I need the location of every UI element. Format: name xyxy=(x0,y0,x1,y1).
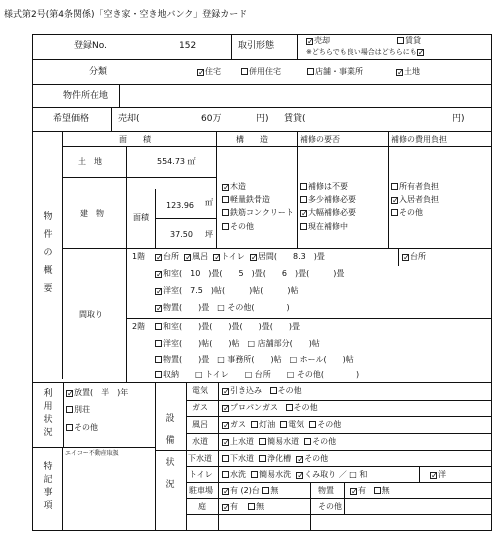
option-label: 上水道 xyxy=(230,437,254,446)
gas-options xyxy=(222,404,318,412)
checkbox-icon[interactable] xyxy=(309,421,316,428)
checkbox-icon xyxy=(396,69,403,76)
f1-daidokoro-2[interactable] xyxy=(402,253,426,261)
kozo-label: 軽量鉄骨造 xyxy=(230,195,270,204)
checkbox-icon[interactable] xyxy=(184,254,191,261)
side-char: 状 xyxy=(165,458,175,468)
denki-label: 電気 xyxy=(192,386,208,395)
tochi-label: 土 地 xyxy=(78,157,102,166)
checkbox-icon[interactable] xyxy=(222,422,229,429)
hoshu-label: 大幅補修必要 xyxy=(308,208,356,217)
option-label: 無 xyxy=(381,486,390,495)
menseki-label: 面積 xyxy=(133,213,149,222)
option-label: その他 xyxy=(293,403,318,412)
torihiki-baikyaku-label: 売却 xyxy=(314,36,330,45)
hoshu-label: 補修は不要 xyxy=(308,182,348,191)
kozo-label: 木造 xyxy=(230,182,246,191)
checkbox-icon xyxy=(300,183,307,190)
f1-furo: 風呂 xyxy=(192,252,209,261)
side-riyo xyxy=(42,388,54,440)
furo-label: 風呂 xyxy=(192,420,208,429)
side-char: 況 xyxy=(165,480,175,490)
baikyaku-label: 売却( xyxy=(118,114,140,124)
f1-monooki-text: 物置( )畳 □ その他( ) xyxy=(163,303,290,312)
f2-yoshitsu-text: 洋室( )帖( )帖 □ 店舗部分( )帖 xyxy=(163,339,320,348)
hiyo-label: その他 xyxy=(399,208,423,217)
torihiki-note xyxy=(306,49,425,56)
side-char: の xyxy=(43,248,53,258)
side-char: 状 xyxy=(43,415,53,425)
gas-label: ガス xyxy=(192,403,208,412)
f1-yoshitsu-text: 洋室( 7.5 )帖( )帖( )帖 xyxy=(163,286,299,295)
option-label: 無 xyxy=(256,502,265,511)
f1-toilet: トイレ xyxy=(221,252,245,261)
checkbox-icon xyxy=(300,223,307,230)
option-label: 有 xyxy=(230,502,238,511)
monooki-options xyxy=(350,487,390,495)
toilet-options xyxy=(222,471,367,479)
checkbox-icon xyxy=(402,254,409,261)
toilet-wa: ／ □ 和 xyxy=(338,470,368,479)
reg-no-value: 152 xyxy=(179,41,197,51)
hoshu-label: 現在補修中 xyxy=(308,222,348,231)
checkbox-icon[interactable] xyxy=(222,504,229,511)
hoshu-ohaba[interactable] xyxy=(300,209,356,217)
bunrui-tochi-label: 土地 xyxy=(404,67,420,76)
reg-no-label: 登録No. xyxy=(74,41,107,51)
checkbox-icon[interactable] xyxy=(222,488,229,495)
option-label: 浄化槽 xyxy=(267,454,292,463)
chintai-yen: 円) xyxy=(452,114,465,124)
checkbox-icon[interactable] xyxy=(222,405,229,412)
toilet-yo-label: 洋 xyxy=(438,470,446,479)
niwa-label: 庭 xyxy=(198,502,206,511)
checkbox-icon xyxy=(155,271,162,278)
riyo-sonota-label: その他 xyxy=(74,423,98,432)
f2-washitsu-text: 和室( )畳( )畳( )畳( )畳 xyxy=(163,322,300,331)
side-char: 況 xyxy=(43,428,53,438)
checkbox-icon[interactable] xyxy=(374,487,381,494)
option-label: 水洗 xyxy=(230,470,246,479)
hoshu-genzai[interactable] xyxy=(300,223,348,231)
checkbox-icon[interactable] xyxy=(222,388,229,395)
checkbox-icon xyxy=(66,406,73,413)
gesui-options xyxy=(222,455,328,463)
side-char: 用 xyxy=(43,402,53,412)
riyo-hochi[interactable] xyxy=(66,389,128,397)
f1-monooki[interactable] xyxy=(155,304,290,312)
tatemono-tsubo: 37.50 xyxy=(170,230,193,239)
checkbox-icon xyxy=(397,37,404,44)
denki-options xyxy=(222,387,302,395)
col-menseki: 面 積 xyxy=(119,135,151,144)
side-bukken xyxy=(42,208,54,298)
checkbox-icon xyxy=(155,356,162,363)
option-label: 有 (2)台 xyxy=(230,486,260,495)
option-label: 電気 xyxy=(288,420,305,429)
madori-label: 間取り xyxy=(79,310,103,319)
checkbox-icon[interactable] xyxy=(262,487,269,494)
col-hoshu: 補修の要否 xyxy=(300,135,340,144)
torihiki-label: 取引形態 xyxy=(238,41,275,51)
tochi-value: 554.73 ㎡ xyxy=(157,157,196,166)
torihiki-note-text: ※どちらでも良い場合はどちらにも xyxy=(306,48,417,56)
option-label: その他 xyxy=(312,437,337,446)
kakaku-label: 希望価格 xyxy=(53,114,90,124)
option-label: 無 xyxy=(270,486,279,495)
checkbox-icon[interactable] xyxy=(251,421,258,428)
checkbox-icon xyxy=(155,371,162,378)
option-label: 引き込み xyxy=(230,386,262,395)
checkbox-icon xyxy=(391,209,398,216)
kozo-rc[interactable] xyxy=(222,209,294,217)
side-char: 事 xyxy=(43,488,53,498)
f1-ima: 居間 xyxy=(257,252,274,261)
checkbox-icon[interactable] xyxy=(222,471,229,478)
checkbox-icon xyxy=(197,69,204,76)
checkbox-icon xyxy=(300,210,307,217)
bunrui-label: 分類 xyxy=(89,67,108,77)
f2-other-text: 収納 □ トイレ □ 台所 □ その他( ) xyxy=(163,370,360,379)
checkbox-icon xyxy=(222,184,229,191)
checkbox-icon xyxy=(66,390,73,397)
bunrui-tenpo[interactable] xyxy=(307,68,363,76)
side-char: 件 xyxy=(43,230,53,240)
riyo-bessou[interactable] xyxy=(66,406,90,414)
checkbox-icon[interactable] xyxy=(248,503,255,510)
f1-label: 1階 xyxy=(132,252,146,261)
hoshu-tasho[interactable] xyxy=(300,196,356,204)
f2-yoshitsu[interactable] xyxy=(155,340,320,348)
shozai-label: 物件所在地 xyxy=(63,91,109,101)
hiyo-nyukyosha[interactable] xyxy=(391,196,439,204)
side-char: 記 xyxy=(43,475,53,485)
checkbox-icon[interactable] xyxy=(270,387,277,394)
option-label: くみ取り xyxy=(304,470,337,479)
side-char: 特 xyxy=(43,462,53,472)
f2-other[interactable] xyxy=(155,371,359,379)
kozo-mokuzo[interactable] xyxy=(222,183,246,191)
bunrui-jutaku-label: 住宅 xyxy=(205,67,221,76)
checkbox-icon xyxy=(155,323,162,330)
kozo-sonota[interactable] xyxy=(222,223,254,231)
tatemono-tsubo-unit: 坪 xyxy=(205,230,213,239)
option-label: その他 xyxy=(317,420,342,429)
option-label: プロパンガス xyxy=(230,403,278,412)
checkbox-icon xyxy=(155,288,162,295)
side-char: 利 xyxy=(43,389,53,399)
riyo-sonota[interactable] xyxy=(66,424,98,432)
option-label: 下水道 xyxy=(230,454,254,463)
checkbox-icon[interactable] xyxy=(259,438,266,445)
option-label: 簡易水道 xyxy=(267,437,300,446)
option-label: 簡易水洗 xyxy=(259,470,292,479)
f1-daidokoro2-label: 台所 xyxy=(410,252,426,261)
checkbox-icon[interactable] xyxy=(296,472,303,479)
toilet-label: トイレ xyxy=(189,470,213,479)
checkbox-icon xyxy=(300,196,307,203)
checkbox-icon xyxy=(307,68,314,75)
hiyo-label: 入居者負担 xyxy=(399,195,439,204)
f1-row1 xyxy=(155,253,325,261)
bunrui-heiyo[interactable] xyxy=(241,68,281,76)
col-kozo: 構 造 xyxy=(236,135,268,144)
option-label: その他 xyxy=(277,386,302,395)
shozai-value[interactable] xyxy=(120,86,490,106)
checkbox-icon[interactable] xyxy=(417,49,424,56)
tatemono-label: 建 物 xyxy=(80,209,104,218)
suido-label: 水道 xyxy=(192,437,208,446)
col-hiyo: 補修の費用負担 xyxy=(391,135,447,144)
f2-washitsu[interactable] xyxy=(155,323,300,331)
checkbox-icon xyxy=(306,38,313,45)
side-tokki xyxy=(42,461,54,513)
checkbox-icon[interactable] xyxy=(259,455,266,462)
gesui-label: 下水道 xyxy=(188,454,212,463)
checkbox-icon[interactable] xyxy=(286,404,293,411)
tatemono-m2: 123.96 xyxy=(166,201,194,210)
option-label: その他 xyxy=(304,454,329,463)
checkbox-icon[interactable] xyxy=(222,439,229,446)
suido-options xyxy=(222,438,336,446)
hoshu-fuyo[interactable] xyxy=(300,183,348,191)
chusha-label: 駐車場 xyxy=(189,486,213,495)
f1-ima-value: ( 8.3 )畳 xyxy=(273,252,325,261)
kozo-label: 鉄筋コンクリート xyxy=(230,208,294,217)
option-label: 灯油 xyxy=(259,420,276,429)
checkbox-icon[interactable] xyxy=(155,254,162,261)
checkbox-icon xyxy=(155,305,162,312)
checkbox-icon[interactable] xyxy=(250,254,257,261)
checkbox-icon xyxy=(222,209,229,216)
side-char: 備 xyxy=(165,436,175,446)
baikyaku-value: 60万 xyxy=(201,114,222,124)
form-title: 様式第2号(第4条関係)「空き家・空き地バンク」登録カード xyxy=(4,10,248,20)
furo-options xyxy=(222,421,341,429)
bunrui-tenpo-label: 店舗・事業所 xyxy=(315,67,363,76)
chusha-options xyxy=(222,487,278,495)
side-char: 要 xyxy=(43,284,53,294)
f1-washitsu-text: 和室( 10 )畳( 5 )畳( 6 )畳( )畳 xyxy=(163,269,345,278)
hiyo-shoyusha[interactable] xyxy=(391,183,439,191)
niwa-options xyxy=(222,503,264,511)
checkbox-icon xyxy=(241,68,248,75)
kozo-label: その他 xyxy=(230,222,254,231)
torihiki-chintai-label: 賃貸 xyxy=(405,36,421,45)
checkbox-icon xyxy=(222,223,229,230)
checkbox-icon[interactable] xyxy=(296,456,303,463)
hiyo-sonota[interactable] xyxy=(391,209,423,217)
side-char: 物 xyxy=(43,212,53,222)
side-char: 設 xyxy=(165,414,175,424)
riyo-hochi-label: 放置( 半 )年 xyxy=(74,388,129,397)
hoshu-label: 多少補修必要 xyxy=(308,195,356,204)
option-label: 有 xyxy=(358,486,366,495)
bunrui-jutaku[interactable] xyxy=(197,68,221,76)
checkbox-icon xyxy=(430,472,437,479)
checkbox-icon[interactable] xyxy=(280,421,287,428)
checkbox-icon[interactable] xyxy=(213,254,220,261)
f1-daidokoro: 台所 xyxy=(163,252,179,261)
checkbox-icon[interactable] xyxy=(222,455,229,462)
kozo-keiryo[interactable] xyxy=(222,196,270,204)
riyo-bessou-label: 別荘 xyxy=(74,405,90,414)
bunrui-heiyo-label: 併用住宅 xyxy=(249,67,281,76)
chintai-label: 賃貸( xyxy=(284,114,306,124)
checkbox-icon xyxy=(222,196,229,203)
tokki-text: エイコー不動産取扱 xyxy=(65,450,119,457)
checkbox-icon[interactable] xyxy=(304,438,311,445)
f1-yoshitsu[interactable] xyxy=(155,287,298,295)
bunrui-tochi[interactable] xyxy=(396,68,420,76)
side-char: 概 xyxy=(43,266,53,276)
setsubi-sonota-label: その他 xyxy=(318,502,342,511)
monooki-label: 物置 xyxy=(318,486,334,495)
side-char: 項 xyxy=(43,501,53,511)
checkbox-icon[interactable] xyxy=(251,471,258,478)
checkbox-icon xyxy=(391,197,398,204)
side-setsubi xyxy=(164,408,176,496)
checkbox-icon[interactable] xyxy=(350,488,357,495)
f2-label: 2階 xyxy=(132,322,146,331)
f2-monooki[interactable] xyxy=(155,356,354,364)
baikyaku-yen: 円) xyxy=(256,114,269,124)
option-label: ガス xyxy=(230,420,246,429)
toilet-yo[interactable] xyxy=(430,471,446,479)
torihiki-baikyaku[interactable] xyxy=(306,37,330,45)
hiyo-label: 所有者負担 xyxy=(399,182,439,191)
tatemono-m2-unit: ㎡ xyxy=(205,198,213,207)
torihiki-chintai[interactable] xyxy=(397,37,421,45)
checkbox-icon xyxy=(391,183,398,190)
f2-monooki-text: 物置( )畳 □ 事務所( )帖 □ ホール( )帖 xyxy=(163,355,354,364)
f1-washitsu[interactable] xyxy=(155,270,344,278)
checkbox-icon xyxy=(155,340,162,347)
checkbox-icon xyxy=(66,424,73,431)
